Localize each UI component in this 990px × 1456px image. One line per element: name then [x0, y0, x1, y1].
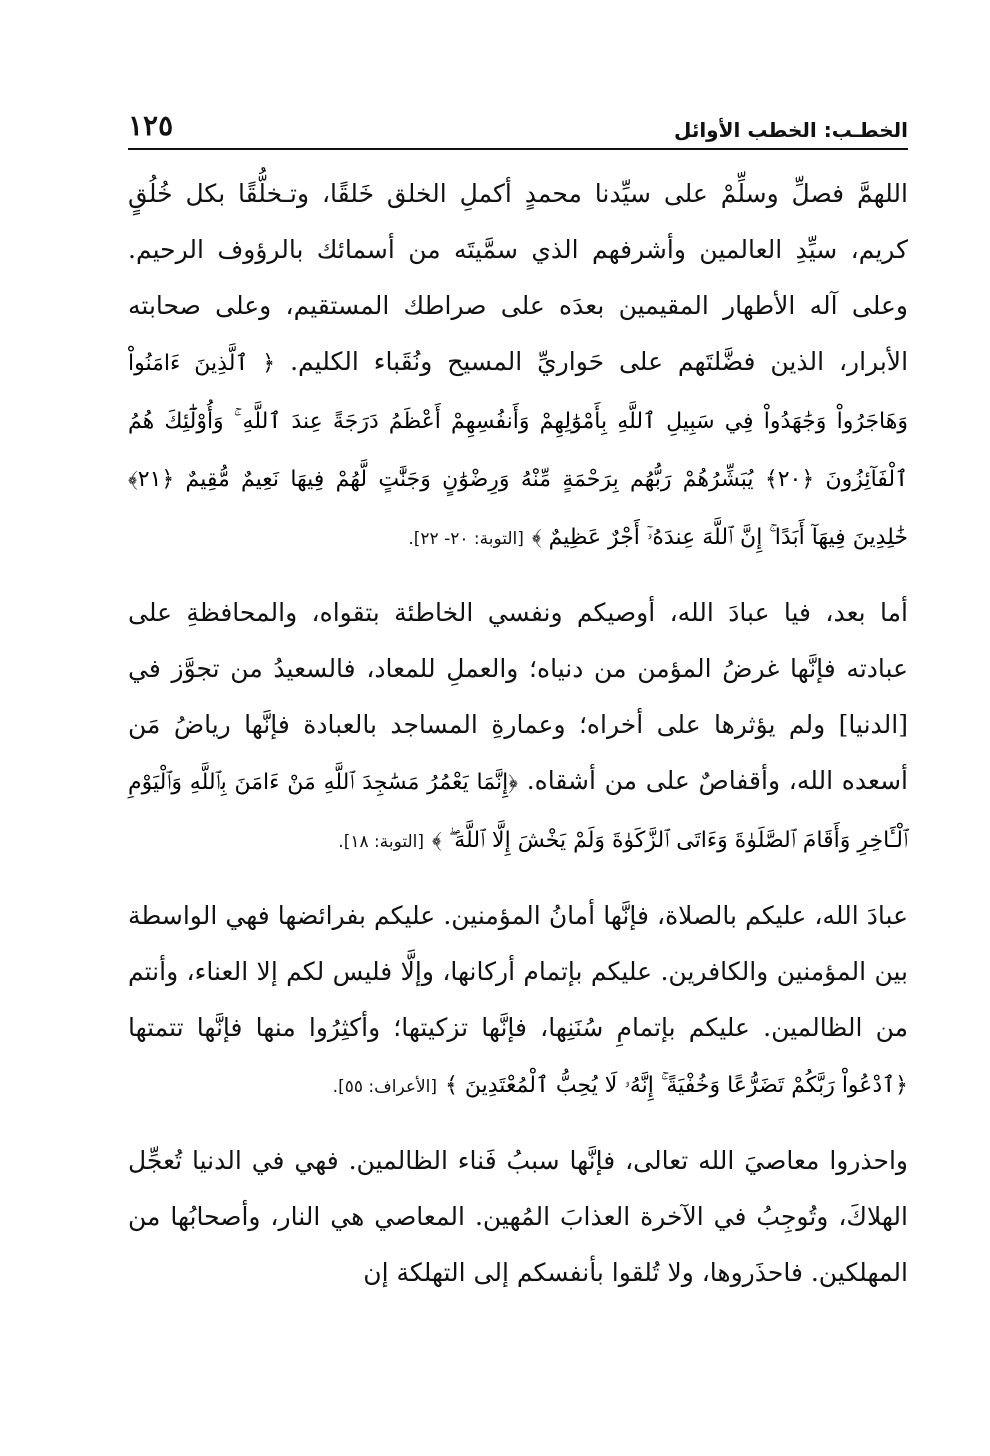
paragraph-3 — [128, 888, 908, 1115]
quran-quote: ﴿إِنَّمَا يَعْمُرُ مَسَٰجِدَ ٱللَّهِ مَنْ ءَامَنَ بِٱللَّهِ وَٱلْيَوْمِ ٱلْـَٔاخِرِ وَأَقَامَ ٱلصَّلَوٰةَ وَءَاتَى ٱلزَّكَوٰةَ وَلَمْ يَخْشَ إِلَّا ٱللَّهَ ۖ ﴾ — [128, 770, 908, 853]
paragraph-text: واحذروا معاصيَ الله تعالى، فإنَّها سببُ فَناء الظالمين. فهي في الدنيا تُعجِّل الهلاكَ، وتُوجِبُ في الآخرة العذابَ المُهين. المعاصي هي النار، وأصحابُها من المهلكين. فاحذَروها، ولا تُلقوا بأنفسكم إلى التهلكة إن — [128, 1146, 908, 1287]
page-number: ١٢٥ — [128, 109, 174, 142]
quran-quote: ﴿ ٱلَّذِينَ ءَامَنُواْ وَهَاجَرُواْ وَجَٰهَدُواْ فِي سَبِيلِ ٱللَّهِ بِأَمْوَٰلِهِمْ وَأَنفُسِهِمْ أَعْظَمُ دَرَجَةً عِندَ ٱللَّهِ ۚ وَأُوْلَٰٓئِكَ هُمُ ٱلْفَآئِزُونَ ﴿٢٠﴾ يُبَشِّرُهُمْ رَبُّهُم بِرَحْمَةٍ مِّنْهُ وَرِضْوَٰنٍ وَجَنَّٰتٍ لَّهُمْ فِيهَا نَعِيمٌ مُّقِيمٌ ﴿٢١﴾ خَٰلِدِينَ فِيهَآ أَبَدًا ۚ إِنَّ ٱللَّهَ عِندَهُۥٓ أَجْرٌ عَظِيمٌ ﴾ — [128, 351, 908, 550]
paragraph-1 — [128, 166, 908, 567]
running-header — [128, 100, 908, 150]
book-page — [128, 100, 908, 1319]
running-title: الخطـب: الخطب الأوائل — [673, 118, 908, 142]
paragraph-2 — [128, 585, 908, 870]
body-text — [128, 166, 908, 1301]
paragraph-text: أما بعد، فيا عبادَ الله، أوصيكم ونفسي الخاطئة بتقواه، والمحافظةِ على عبادته فإنَّها غرضُ المؤمن من دنياه؛ والعملِ للمعاد، فالسعيدُ من تجوَّز في [الدنيا] ولم يؤثرها على أخراه؛ وعمارةِ المساجد بالعبادة فإنَّها رياضُ مَن أسعده الله، وأقفاصٌ على من أشقاه. — [128, 598, 908, 795]
quran-reference: [التوبة: ٢٠- ٢٢]. — [408, 529, 524, 549]
paragraph-4 — [128, 1133, 908, 1301]
paragraph-text: عبادَ الله، عليكم بالصلاة، فإنَّها أمانُ المؤمنين. عليكم بفرائضها فهي الواسطة بين المؤمنين والكافرين. عليكم بإتمام أركانها، وإلَّا فليس لكم إلا العناء، وأنتم من الظالمين. عليكم بإتمامِ سُنَنِها، فإنَّها تزكيتها؛ وأكثِرُوا منها فإنَّها تتمتها — [128, 901, 908, 1042]
quran-reference: [الأعراف: ٥٥]. — [332, 1077, 438, 1097]
quran-quote: ﴿ٱدْعُواْ رَبَّكُمْ تَضَرُّعًا وَخُفْيَةً ۚ إِنَّهُۥ لَا يُحِبُّ ٱلْمُعْتَدِينَ ﴾ — [445, 1073, 908, 1098]
quran-reference: [التوبة: ١٨]. — [338, 832, 425, 852]
paragraph-text: اللهمَّ فصلِّ وسلِّمْ على سيِّدنا محمدٍ أكملِ الخلق خَلقًا، وتـخلُّقًا بكل خُلُقٍ كريم، سيِّدِ العالمين وأشرفهم الذي سمَّيتَه من أسمائك بالرؤوف الرحيم. وعلى آله الأطهار المقيمين بعدَه على صراطك المستقيم، وعلى صحابته الأبرار، الذين فضَّلتَهم على حَواريِّ المسيح ونُقَباء الكليم. — [128, 179, 909, 376]
